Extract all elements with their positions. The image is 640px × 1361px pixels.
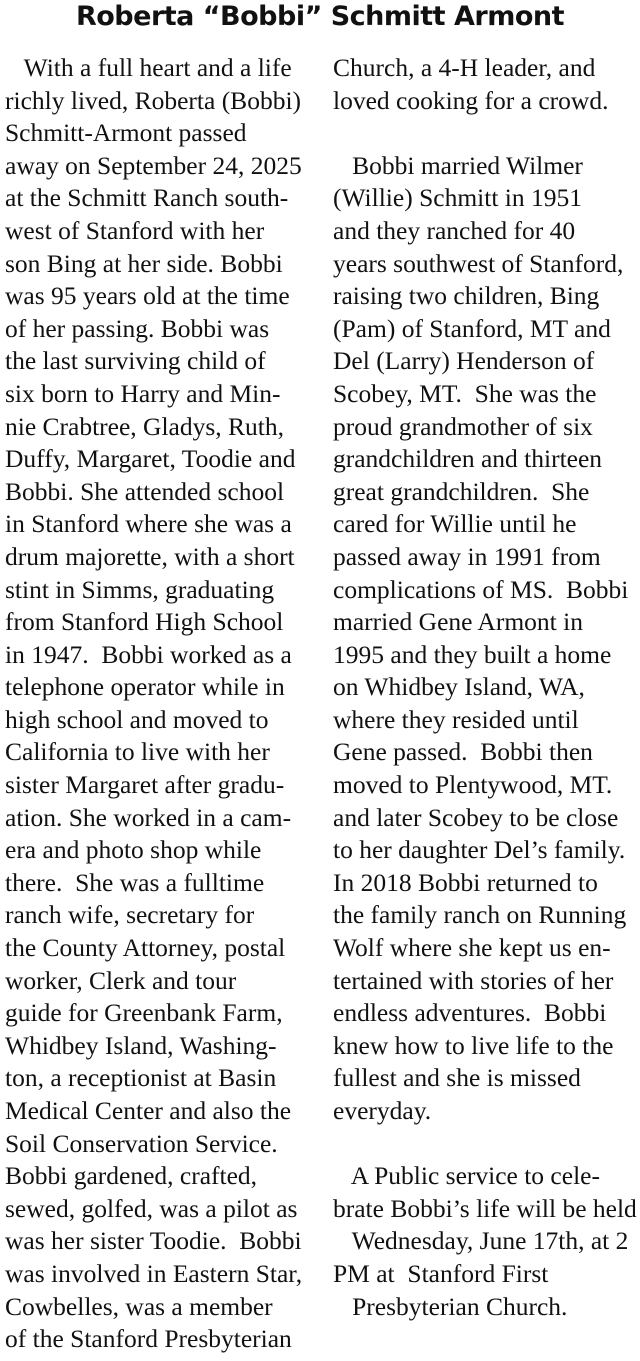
text-line: brate Bobbi’s life will be held [333,1193,637,1223]
text-line: cared for Willie until he [333,509,577,539]
text-line: drum majorette, with a short [5,541,295,571]
text-line: in 1947. Bobbi worked as a [5,639,292,669]
text-line: proud grandmother of six [333,411,593,441]
text-line: Soil Conservation Service. [5,1128,278,1158]
text-line: ton, a receptionist at Basin [5,1063,277,1093]
text-line: endless adventures. Bobbi [333,998,607,1028]
text-line: from Stanford High School [5,607,284,637]
text-line: was involved in Eastern Star, [5,1258,303,1288]
obituary-title: Roberta “Bobbi” Schmitt Armont [75,1,565,32]
text-line: California to live with her [5,737,270,767]
paragraph-gap [333,1128,640,1161]
paragraph-gap [333,117,640,150]
text-line: Wednesday, June 17th, at 2 [333,1226,629,1256]
text-line: years southwest of Stanford, [333,248,624,278]
text-line: A Public service to cele- [333,1161,600,1191]
text-line: and later Scobey to be close [333,802,619,832]
text-line: grandchildren and thirteen [333,444,603,474]
text-line: in Stanford where she was a [5,509,292,539]
right-column [333,52,640,1323]
text-line: sewed, golfed, was a pilot as [5,1193,298,1223]
text-line: Schmitt-Armont passed [5,118,247,148]
text-line: Cowbelles, was a member [5,1291,273,1321]
text-line: Medical Center and also the [5,1096,292,1125]
text-line: married Gene Armont in [333,607,583,637]
text-line: away on September 24, 2025 [5,150,302,180]
text-line: Wolf where she kept us en- [333,933,611,963]
text-line: tertained with stories of her [333,965,614,995]
text-line: Del (Larry) Henderson of [333,346,595,376]
text-line: Bobbi married Wilmer [333,150,583,180]
text-line: raising two children, Bing [333,281,600,311]
text-line: (Willie) Schmitt in 1951 [333,183,582,213]
text-line: was her sister Toodie. Bobbi [5,1226,302,1256]
text-line: guide for Greenbank Farm, [5,998,283,1028]
text-line: of the Stanford Presbyterian [5,1324,292,1354]
text-line: worker, Clerk and tour [5,965,237,995]
text-line: and they ranched for 40 [333,215,576,245]
text-line: passed away in 1991 from [333,541,601,571]
text-line: Church, a 4-H leader, and [333,53,596,82]
text-line: six born to Harry and Min- [5,378,281,408]
text-line: where they resided until [333,704,579,734]
text-line: 1995 and they built a home [333,639,612,669]
text-line: the family ranch on Running [333,900,627,930]
text-line: of her passing. Bobbi was [5,313,270,343]
text-line: PM at Stanford First [333,1258,549,1288]
text-line: the last surviving child of [5,346,266,376]
text-line: nie Crabtree, Gladys, Ruth, [5,411,285,441]
text-line: With a full heart and a life [5,53,292,82]
text-line: complications of MS. Bobbi [333,574,629,604]
text-line: richly lived, Roberta (Bobbi) [5,85,302,115]
text-line: was 95 years old at the time [5,281,290,311]
text-line: everyday. [333,1096,432,1125]
text-line: moved to Plentywood, MT. [333,770,613,800]
text-line: west of Stanford with her [5,215,265,245]
text-line: Duffy, Margaret, Toodie and [5,444,296,474]
text-line: Gene passed. Bobbi then [333,737,593,767]
text-line: the County Attorney, postal [5,933,286,963]
text-line: at the Schmitt Ranch south- [5,183,289,213]
text-line: knew how to live life to the [333,1030,614,1060]
text-line: stint in Simms, graduating [5,574,275,604]
text-line: sister Margaret after gradu- [5,770,285,800]
text-line: to her daughter Del’s family. [333,835,626,865]
text-line: ranch wife, secretary for [5,900,255,930]
text-line: Whidbey Island, Washing- [5,1030,277,1060]
text-line: loved cooking for a crowd. [333,85,609,115]
text-line: fullest and she is missed [333,1063,581,1093]
text-line: telephone operator while in [5,672,285,702]
text-line: era and photo shop while [5,835,262,865]
left-column [5,52,323,1356]
text-line: ation. She worked in a cam- [5,802,292,832]
text-line: high school and moved to [5,704,269,734]
text-line: son Bing at her side. Bobbi [5,248,283,278]
text-line: Bobbi gardened, crafted, [5,1161,258,1191]
text-line: Bobbi. She attended school [5,476,285,506]
text-line: there. She was a fulltime [5,867,265,897]
text-line: Scobey, MT. She was the [333,378,597,408]
text-line: Presbyterian Church. [333,1291,568,1321]
text-line: In 2018 Bobbi returned to [333,867,598,897]
text-line: (Pam) of Stanford, MT and [333,313,611,343]
text-line: great grandchildren. She [333,476,590,506]
text-line: on Whidbey Island, WA, [333,672,585,702]
